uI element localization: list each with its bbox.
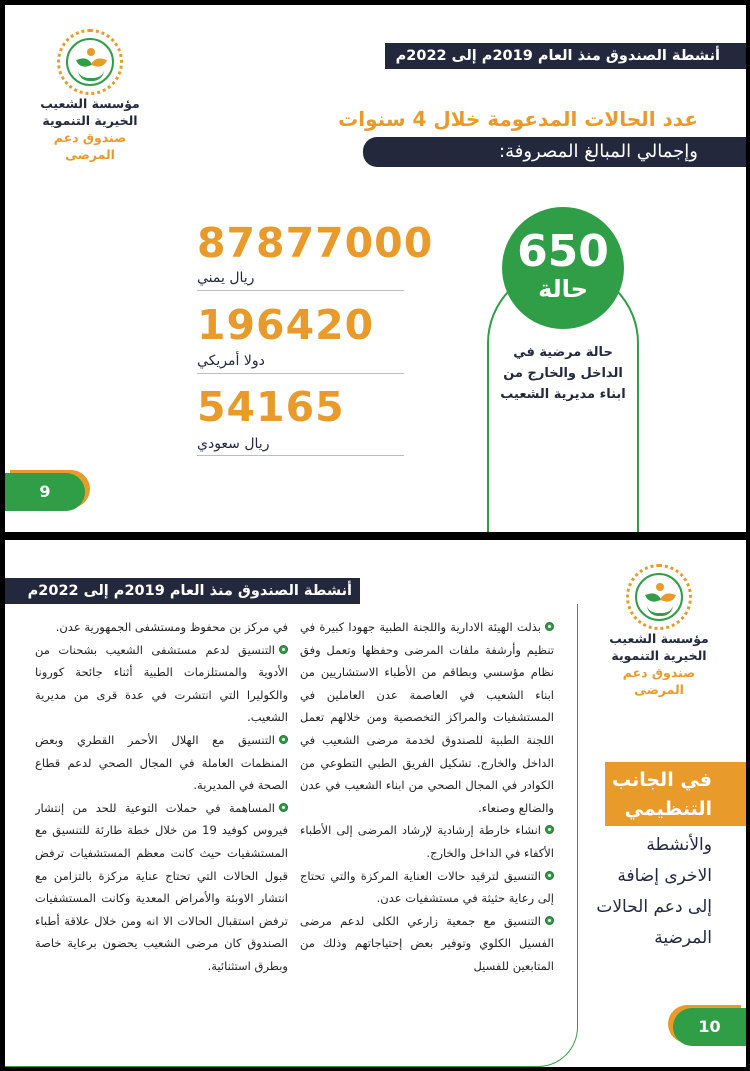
foundation-logo	[35, 29, 145, 163]
side-heading-orange	[605, 762, 746, 826]
unit-usd: دولا أمريكي	[197, 353, 265, 369]
bullet-icon	[279, 803, 288, 812]
page-10	[5, 540, 746, 1067]
paragraph: التنسيق لدعم مستشفى الشعيب بشحنات من الأدوية والمستلزمات الطبية أثناء جائحة كورونا والكوليرا التي انتشرت في عدة قرى من مديرية الشعيب.	[35, 642, 288, 725]
amount-yer: 87877000	[197, 219, 434, 267]
logo-line-1: مؤسسة الشعيب	[40, 96, 140, 111]
foundation-logo	[603, 564, 715, 698]
cases-circle	[502, 207, 624, 329]
paragraph: التنسيق مع جمعية زارعي الكلى لدعم مرضى الفسيل الكلوي وتوفير بعض إحتياجاتهم وذلك من المتابعين للفسيل	[300, 913, 554, 973]
side-text	[565, 830, 712, 954]
page-number: 9	[5, 473, 85, 511]
title-line-1: عدد الحالات المدعومة خلال 4 سنوات	[338, 107, 698, 131]
logo-line-3: صندوق دعم المرضى	[53, 130, 127, 162]
paragraph: بذلت الهيئة الادارية واللجنة الطبية جهودا كبيرة في تنظيم وأرشفة ملفات المرضى وحفظها وتعمل وفق نظام مؤسسي وبطاقم من الأطباء الاستشاريين من ابناء الشعيب في العاصمة عدن العاملين في المستشفيات والمراكز التخصصية ومن خلالهم تعمل اللجنة الطبية للصندوق لخدمة مرضى الشعيب في الداخل والخارج. تشكيل الفريق الطبي التطوعي من الكوادر في المجال الصحي من ابناء الشعيب في عدن والضالع وصنعاء.	[300, 620, 554, 815]
page-9	[5, 5, 746, 532]
logo-line-1: مؤسسة الشعيب	[609, 631, 709, 646]
unit-sar: ريال سعودي	[197, 436, 270, 452]
page-header: أنشطة الصندوق منذ العام 2019م إلى 2022م	[5, 578, 360, 604]
cases-desc-line: ابناء مديرية الشعيب	[500, 387, 626, 402]
paragraph: انشاء خارطة إرشادية لإرشاد المرضى إلى الأطباء الأكفاء في الداخل والخارج.	[300, 823, 554, 860]
side-text-line: إلى دعم الحالات	[596, 897, 712, 917]
logo-line-2: الخيرية التنموية	[611, 648, 707, 663]
side-heading-line: في الجانب	[611, 769, 712, 791]
bullet-icon	[279, 645, 288, 654]
unit-yer: ريال يمني	[197, 270, 255, 286]
paragraph: التنسيق لترقيد حالات العناية المركزة والتي تحتاج إلى رعاية حثيثة في مستشفيات عدن.	[300, 868, 554, 906]
foundation-emblem-icon	[626, 564, 692, 630]
divider	[197, 290, 404, 291]
cases-description	[487, 342, 639, 405]
side-text-line: المرضية	[654, 928, 712, 948]
side-text-line: الاخرى إضافة	[617, 866, 712, 886]
side-text-line: والأنشطة	[646, 835, 712, 855]
bullet-icon	[545, 825, 554, 834]
page-header: أنشطة الصندوق منذ العام 2019م إلى 2022م	[385, 43, 746, 69]
divider	[197, 373, 404, 374]
bullet-icon	[279, 735, 288, 744]
cases-desc-line: الداخل والخارج من	[503, 366, 623, 381]
paragraph: في مركز بن محفوظ ومستشفى الجمهورية عدن.	[55, 620, 288, 634]
title-line-2: وإجمالي المبالغ المصروفة:	[363, 137, 746, 167]
cases-desc-line: حالة مرضية في	[513, 345, 613, 360]
bullet-icon	[545, 622, 554, 631]
bullet-icon	[545, 916, 554, 925]
bullet-icon	[545, 871, 554, 880]
divider	[197, 455, 404, 456]
page-number: 10	[673, 1008, 746, 1046]
amount-sar: 54165	[197, 383, 345, 431]
paragraph: المساهمة في حملات التوعية للحد من إنتشار فيروس كوفيد 19 من خلال خطة طارئة للتنسيق مع المستشفيات حيث كانت معظم المستشفيات ترفض قبول الحالات التي تحتاج عناية مركزة بالتزامن مع انتشار الاوبئة والأمراض المعدية وكانت المستشفيات ترفض استقبال الحالات الا انه ومن خلال علاقة أطباء الصندوق كان مرضى الشعيب يحضون برعاية خاصة وبطرق استثنائية.	[35, 800, 288, 973]
cases-count: 650	[517, 226, 609, 277]
side-heading-line: التنظيمي	[624, 798, 712, 820]
logo-line-2: الخيرية التنموية	[42, 113, 138, 128]
foundation-emblem-icon	[57, 29, 123, 95]
right-text-column	[300, 616, 554, 1066]
logo-line-3: صندوق دعم المرضى	[622, 665, 696, 697]
left-text-column	[35, 616, 288, 1056]
paragraph: التنسيق مع الهلال الأحمر القطري وبعض المنظمات العاملة في المجال الصحي لدعم قطاع الصحة في المديرية.	[35, 732, 288, 793]
amount-usd: 196420	[197, 301, 375, 349]
cases-label: حالة	[538, 275, 588, 303]
